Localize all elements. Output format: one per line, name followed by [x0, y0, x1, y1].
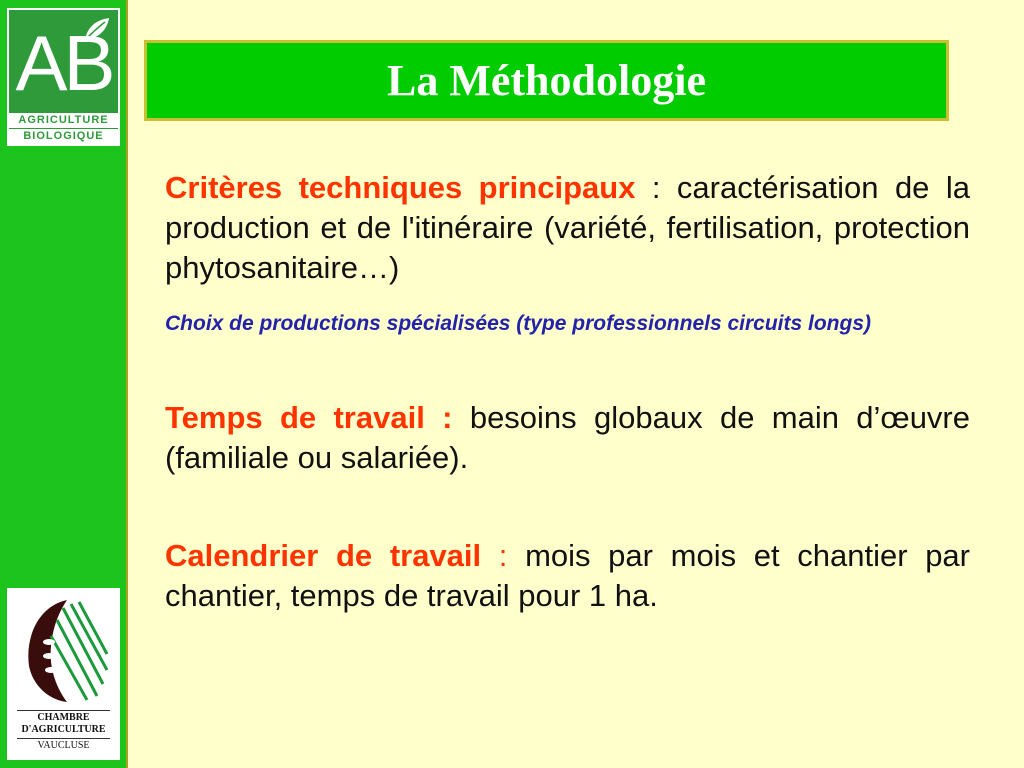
calendar-paragraph [165, 536, 970, 616]
calendar-body: mois par mois et chantier par chantier, temps de travail pour 1 ha. [165, 538, 970, 613]
criteria-body: caractérisation de la production et de l'itinéraire (variété, fertilisation, protection phytosanitaire…) [165, 170, 970, 285]
calendar-heading: Calendrier de travail [165, 538, 482, 573]
agriculture-biologique-logo [7, 8, 120, 146]
criteria-separator: : [635, 170, 677, 205]
work-time-heading: Temps de travail : [165, 400, 453, 435]
ab-logo-line1: AGRICULTURE [9, 113, 118, 128]
slide-content [165, 168, 970, 616]
work-time-paragraph [165, 398, 970, 478]
ab-logo-line2: BIOLOGIQUE [9, 129, 118, 144]
calendar-separator: : [481, 538, 526, 573]
chambre-logo-line1: CHAMBRE [17, 710, 110, 724]
chambre-agriculture-logo [7, 588, 120, 760]
chambre-logo-line3: VAUCLUSE [17, 738, 110, 752]
criteria-paragraph [165, 168, 970, 288]
work-time-body: besoins globaux de main d’œuvre (familiale ou salariée). [165, 400, 970, 475]
chambre-emblem-icon [19, 596, 109, 706]
ab-logo-letters: AB [15, 19, 112, 107]
criteria-note: Choix de productions spécialisées (type professionnels circuits longs) [165, 312, 872, 335]
page-title: La Méthodologie [387, 56, 706, 105]
chambre-logo-line2: D'AGRICULTURE [21, 724, 106, 735]
title-banner [144, 40, 949, 121]
criteria-heading: Critères techniques principaux [165, 170, 636, 205]
left-sidebar [0, 0, 128, 768]
